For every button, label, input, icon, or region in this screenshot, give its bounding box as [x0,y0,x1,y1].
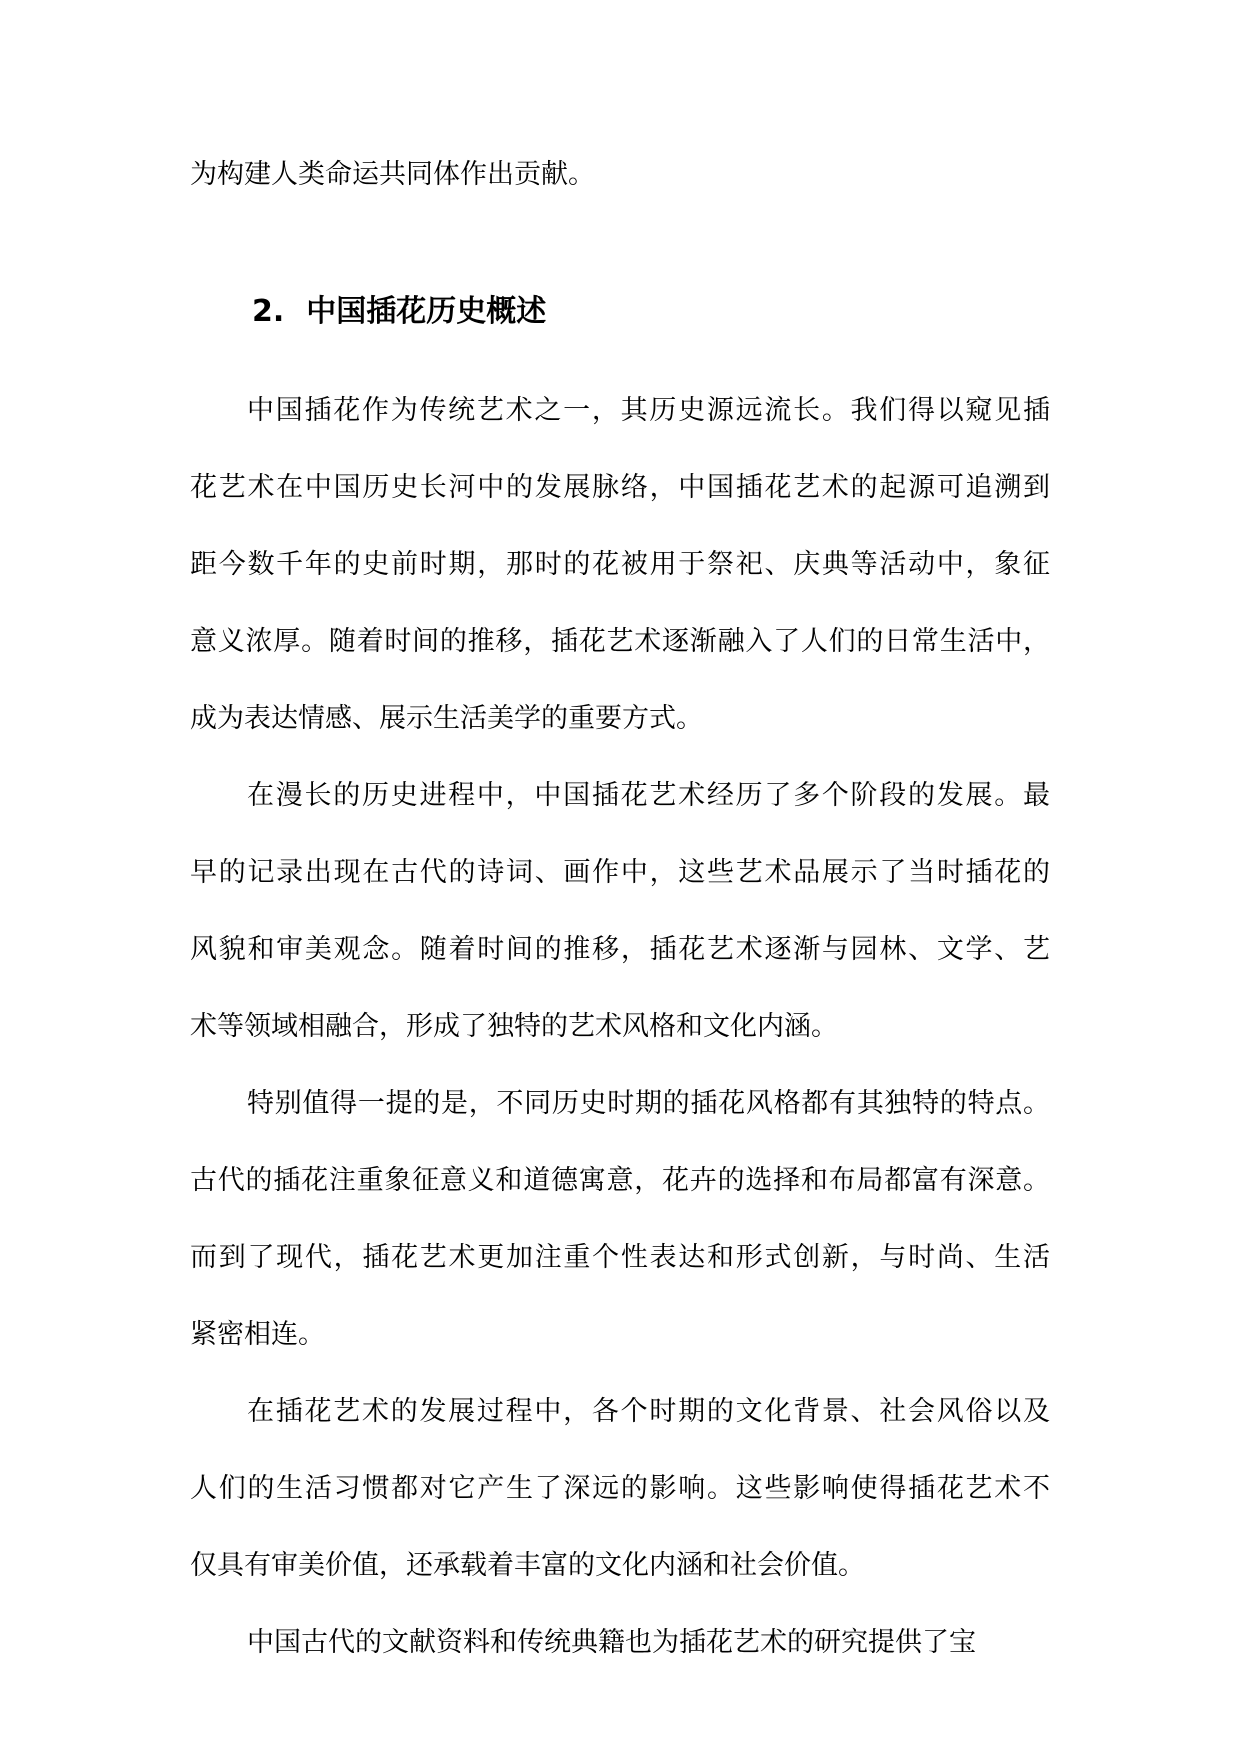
paragraph-line: 人们的生活习惯都对它产生了深远的影响。这些影响使得插花艺术不 [190,1473,1050,1504]
paragraph-line: 风貌和审美观念。随着时间的推移，插花艺术逐渐与园林、文学、艺 [190,934,1050,965]
paragraph-line: 意义浓厚。随着时间的推移，插花艺术逐渐融入了人们的日常生活中， [190,626,1050,657]
paragraph-line: 早的记录出现在古代的诗词、画作中，这些艺术品展示了当时插花的 [190,857,1050,888]
paragraph-5 [190,1604,1050,1681]
section-heading [252,292,1050,332]
paragraph-line: 特别值得一提的是，不同历史时期的插花风格都有其独特的特点。 [247,1088,1050,1119]
paragraph-line: 术等领域相融合，形成了独特的艺术风格和文化内涵。 [190,1011,838,1042]
section-title: 中国插花历史概述 [306,294,547,329]
paragraph-line: 紧密相连。 [190,1319,325,1350]
paragraph-3 [190,1065,1050,1373]
paragraph-line: 距今数千年的史前时期，那时的花被用于祭祀、庆典等活动中，象征 [190,549,1050,580]
paragraph-line: 中国插花作为传统艺术之一，其历史源远流长。我们得以窥见插 [247,395,1050,426]
paragraph-line: 而到了现代，插花艺术更加注重个性表达和形式创新，与时尚、生活 [190,1242,1050,1273]
paragraph-line: 在漫长的历史进程中，中国插花艺术经历了多个阶段的发展。最 [247,780,1050,811]
paragraph-2 [190,757,1050,1065]
document-body [190,136,1050,1681]
paragraph-1 [190,372,1050,757]
paragraph-line: 成为表达情感、展示生活美学的重要方式。 [190,703,703,734]
section-number: 2. [252,294,285,329]
paragraph-line: 中国古代的文献资料和传统典籍也为插花艺术的研究提供了宝 [247,1627,976,1658]
paragraph-line: 在插花艺术的发展过程中，各个时期的文化背景、社会风俗以及 [247,1396,1050,1427]
paragraph-4 [190,1373,1050,1604]
lead-line: 为构建人类命运共同体作出贡献。 [190,159,595,190]
paragraph-line: 花艺术在中国历史长河中的发展脉络，中国插花艺术的起源可追溯到 [190,472,1050,503]
paragraph-line: 仅具有审美价值，还承载着丰富的文化内涵和社会价值。 [190,1550,865,1581]
paragraph-line: 古代的插花注重象征意义和道德寓意，花卉的选择和布局都富有深意。 [190,1165,1050,1196]
